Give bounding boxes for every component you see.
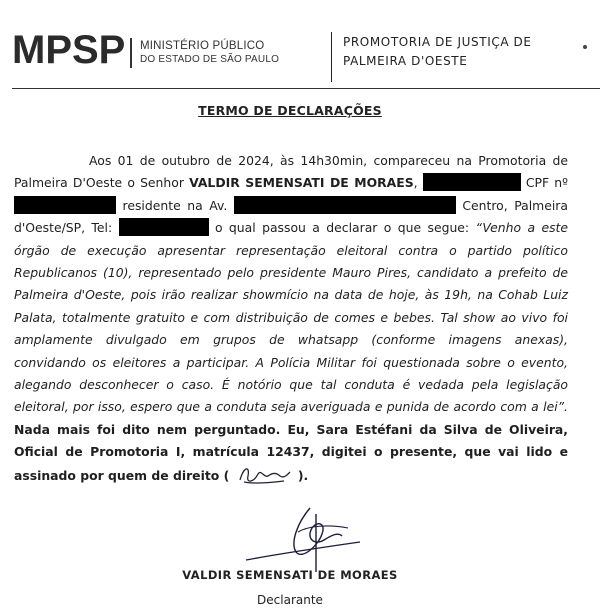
redacted-address — [234, 196, 456, 214]
declaration-body — [14, 150, 568, 487]
promotoria-line-1: PROMOTORIA DE JUSTIÇA DE — [343, 35, 532, 49]
intro-text: Aos 01 de outubro de 2024, às 14h30min, compareceu na Promotoria de Palmeira D'Oeste o Senhor — [14, 153, 568, 191]
redacted-rg — [423, 173, 521, 191]
residence-text: residente na Av. — [116, 197, 234, 213]
signature-role: Declarante — [257, 593, 323, 607]
ministry-line-2: DO ESTADO DE SÃO PAULO — [140, 54, 280, 65]
header-vertical-divider — [331, 32, 332, 82]
centro-text: Centro, Palmeira d'Oeste/SP, Tel: — [14, 197, 568, 236]
ministry-line-1: MINISTÉRIO PÚBLICO — [140, 40, 265, 52]
document-header — [0, 0, 612, 90]
inline-signature-icon — [234, 464, 294, 486]
ministry-name — [140, 40, 279, 66]
after-name-text: , — [413, 175, 423, 191]
header-dot — [583, 45, 587, 49]
logo-divider — [130, 38, 132, 68]
promotoria-line-2: PALMEIRA D'OESTE — [343, 54, 468, 68]
declarant-signature-icon — [238, 502, 368, 574]
mpsp-logo: MPSP — [12, 28, 126, 72]
redacted-phone — [119, 218, 209, 236]
declarant-name-inline: VALDIR SEMENSATI DE MORAES — [189, 175, 414, 191]
redacted-cpf — [14, 196, 116, 214]
statement-text: “Venho a este órgão de execução apresentar representação eleitoral contra o partido político Republicanos (10), representado pelo presidente Mauro Pires, candidato a prefeito de Palmeira d'Oeste, pois irão realizar showmício na data de hoje, às 19h, na Cohab Luiz Palata, totalmente gratuito e com distribuição de comes e bebes. Tal show ao vivo foi amplamente divulgado em grupos de whatsapp (conforme imagens anexas), convidando os eleitores a participar. A Polícia Militar foi questionada sobre o evento, alegando desconhecer o caso. É notório que tal conduta é vedada pela legislação eleitoral, por isso, espero que a conduta seja averiguada e punida de acordo com a lei”. — [14, 220, 568, 415]
signature-name: VALDIR SEMENSATI DE MORAES — [182, 568, 398, 582]
closing-text: Nada mais foi dito nem perguntado. Eu, Sara Estéfani da Silva de Oliveira, Oficial de Promotoria I, matrícula 12437, digitei o presente, que vai lido e assinado por quem de direito ( — [14, 421, 568, 483]
cpf-label: CPF nº — [520, 175, 568, 191]
document-title: TERMO DE DECLARAÇÕES — [198, 103, 382, 118]
closing-end-text: ). — [293, 467, 309, 483]
declaration-paragraph — [14, 150, 568, 487]
header-rule — [12, 88, 600, 89]
promotoria-name — [343, 33, 532, 71]
declarar-text: o qual passou a declarar o que segue: — [208, 220, 476, 236]
